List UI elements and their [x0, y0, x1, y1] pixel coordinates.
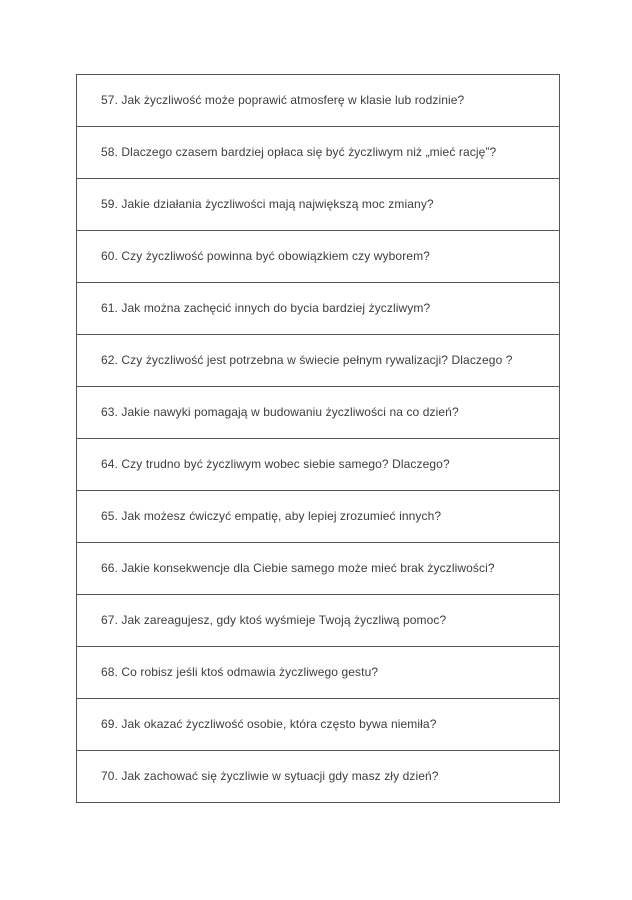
table-row	[77, 439, 560, 491]
question-cell: 68. Co robisz jeśli ktoś odmawia życzliwego gestu?	[77, 647, 560, 699]
table-row	[77, 127, 560, 179]
question-cell: 61. Jak można zachęcić innych do bycia bardziej życzliwym?	[77, 283, 560, 335]
question-cell: 66. Jakie konsekwencje dla Ciebie samego może mieć brak życzliwości?	[77, 543, 560, 595]
table-row	[77, 699, 560, 751]
table-row	[77, 751, 560, 803]
question-cell: 65. Jak możesz ćwiczyć empatię, aby lepiej zrozumieć innych?	[77, 491, 560, 543]
question-cell: 69. Jak okazać życzliwość osobie, która często bywa niemiła?	[77, 699, 560, 751]
table-row	[77, 647, 560, 699]
table-row	[77, 387, 560, 439]
question-cell: 57. Jak życzliwość może poprawić atmosferę w klasie lub rodzinie?	[77, 75, 560, 127]
question-cell: 67. Jak zareagujesz, gdy ktoś wyśmieje Twoją życzliwą pomoc?	[77, 595, 560, 647]
table-row	[77, 283, 560, 335]
question-cell: 60. Czy życzliwość powinna być obowiązkiem czy wyborem?	[77, 231, 560, 283]
question-cell: 63. Jakie nawyki pomagają w budowaniu życzliwości na co dzień?	[77, 387, 560, 439]
question-table-body	[77, 75, 560, 803]
table-row	[77, 543, 560, 595]
question-table	[76, 74, 560, 803]
table-row	[77, 231, 560, 283]
table-row	[77, 75, 560, 127]
question-cell: 62. Czy życzliwość jest potrzebna w świecie pełnym rywalizacji? Dlaczego ?	[77, 335, 560, 387]
table-row	[77, 335, 560, 387]
question-cell: 70. Jak zachować się życzliwie w sytuacji gdy masz zły dzień?	[77, 751, 560, 803]
table-row	[77, 491, 560, 543]
question-cell: 58. Dlaczego czasem bardziej opłaca się być życzliwym niż „mieć rację”?	[77, 127, 560, 179]
question-cell: 64. Czy trudno być życzliwym wobec siebie samego? Dlaczego?	[77, 439, 560, 491]
question-cell: 59. Jakie działania życzliwości mają największą moc zmiany?	[77, 179, 560, 231]
table-row	[77, 595, 560, 647]
table-row	[77, 179, 560, 231]
